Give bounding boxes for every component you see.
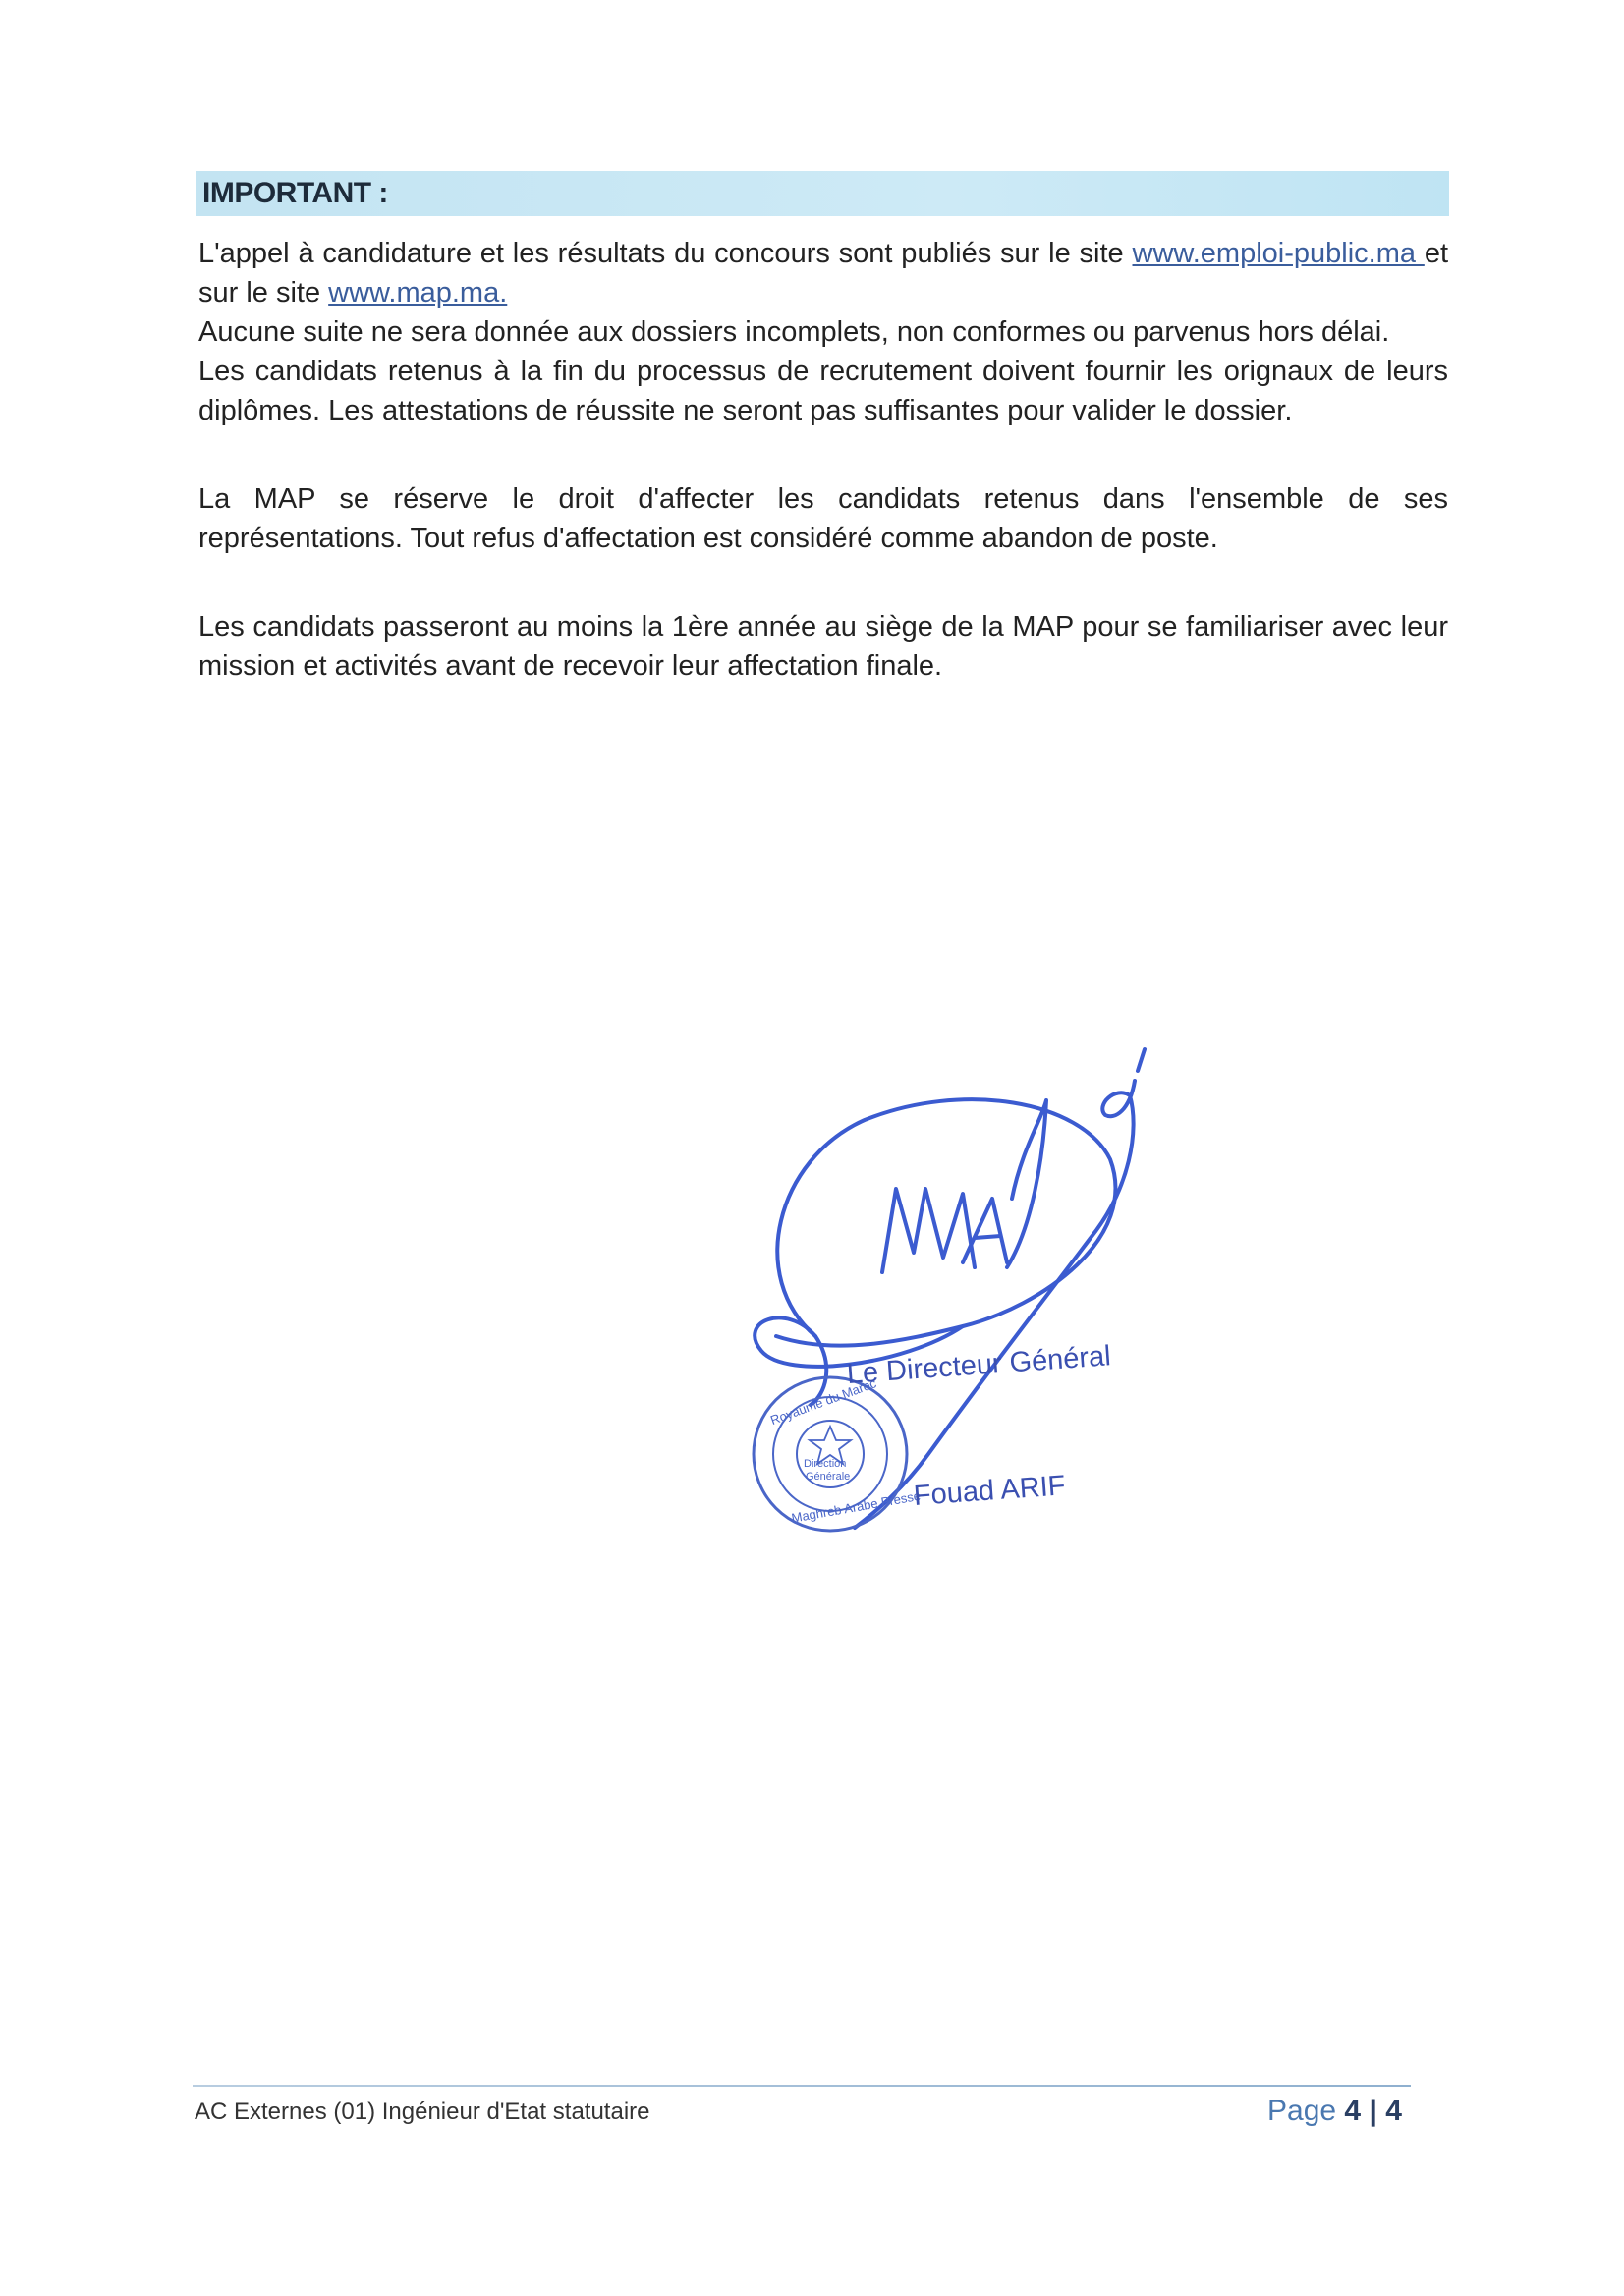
publication-text-2: et sur le site bbox=[198, 238, 1448, 308]
footer-page-indicator bbox=[1267, 2095, 1402, 2128]
svg-text:Maghreb Arabe Presse: Maghreb Arabe Presse bbox=[790, 1487, 922, 1526]
spacer bbox=[198, 430, 1448, 479]
signatory-title: Le Directeur Général bbox=[845, 1340, 1112, 1390]
svg-text:Générale: Générale bbox=[806, 1471, 851, 1483]
important-heading: IMPORTANT : bbox=[202, 177, 388, 209]
paragraph-original-diplomas: Les candidats retenus à la fin du processus de recrutement doivent fournir les orignaux de leurs diplômes. Les attestations de réussite ne seront pas suffisantes pour valider le dossier. bbox=[198, 356, 1448, 426]
svg-text:Direction: Direction bbox=[804, 1458, 847, 1470]
link-emploi-public[interactable]: www.emploi-public.ma bbox=[1132, 238, 1425, 269]
svg-text:Royaume du Maroc: Royaume du Maroc bbox=[768, 1375, 878, 1428]
page-total: 4 bbox=[1385, 2095, 1402, 2127]
signature-block bbox=[668, 1041, 1218, 1572]
footer-document-label: AC Externes (01) Ingénieur d'Etat statutaire bbox=[195, 2099, 650, 2125]
paragraph-assignment-rights: La MAP se réserve le droit d'affecter les candidats retenus dans l'ensemble de ses représentations. Tout refus d'affectation est considéré comme abandon de poste. bbox=[198, 483, 1448, 554]
footer-divider bbox=[193, 2085, 1411, 2087]
page-word: Page bbox=[1267, 2095, 1337, 2127]
official-stamp-icon bbox=[754, 1375, 922, 1531]
important-banner bbox=[196, 171, 1449, 216]
paragraph-first-year: Les candidats passeront au moins la 1ère année au siège de la MAP pour se familiariser avec leur mission et activités avant de recevoir leur affectation finale. bbox=[198, 611, 1448, 682]
notice-body bbox=[198, 234, 1448, 686]
paragraph-incomplete-files: Aucune suite ne sera donnée aux dossiers incomplets, non conformes ou parvenus hors délai. bbox=[198, 316, 1390, 348]
spacer bbox=[198, 558, 1448, 607]
page-number: 4 bbox=[1344, 2095, 1362, 2127]
paragraph-publication bbox=[198, 234, 1448, 312]
publication-text: L'appel à candidature et les résultats du concours sont publiés sur le site bbox=[198, 238, 1133, 269]
signatory-name: Fouad ARIF bbox=[912, 1470, 1067, 1512]
link-map[interactable]: www.map.ma. bbox=[328, 277, 508, 308]
page-separator: | bbox=[1369, 2095, 1377, 2127]
